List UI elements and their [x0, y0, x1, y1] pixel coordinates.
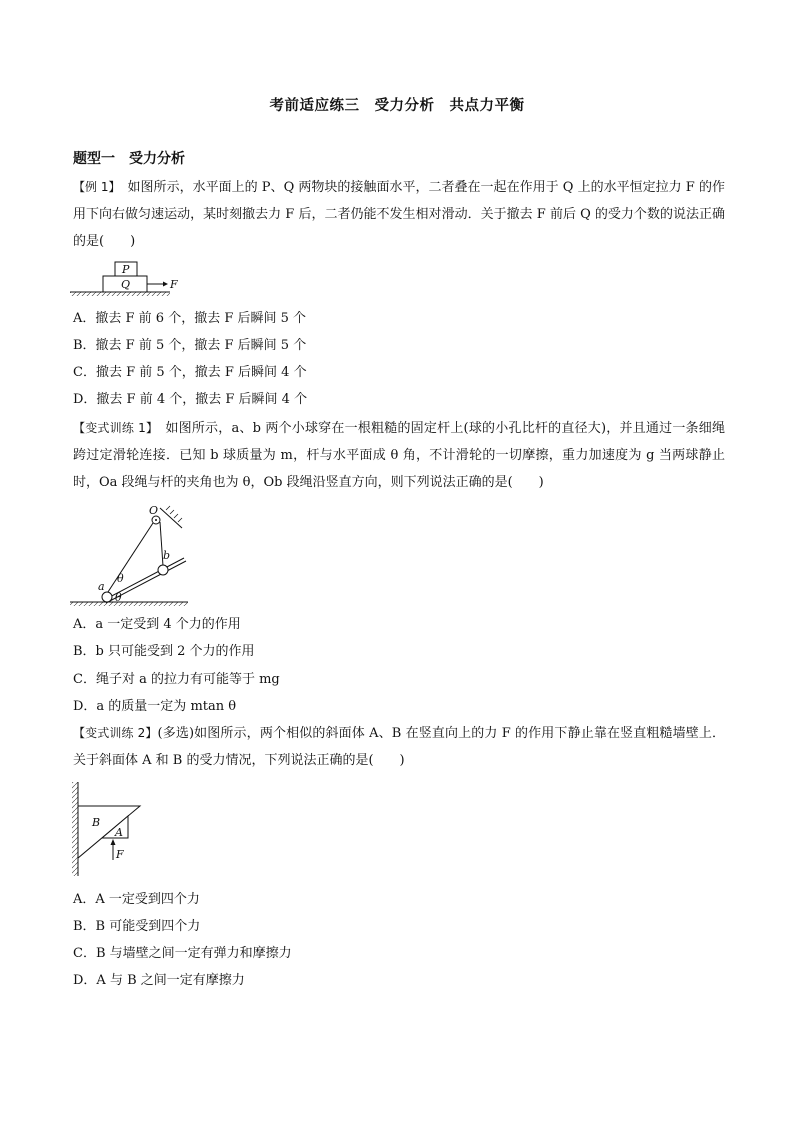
variant-2-option-d: D．A 与 B 之间一定有摩擦力 — [73, 973, 245, 988]
variant-2-option-b: B．B 可能受到四个力 — [73, 919, 201, 934]
label-f: F — [170, 278, 178, 291]
example-1-option-d: D．撤去 F 前 4 个，撤去 F 后瞬间 4 个 — [73, 392, 308, 407]
string-oa — [106, 523, 153, 595]
variant-1-option-d: D．a 的质量一定为 mtan θ — [73, 699, 237, 714]
label-f: F — [116, 848, 124, 861]
variant-1-option-c: C．绳子对 a 的拉力有可能等于 mg — [73, 672, 280, 687]
label-theta-1: θ — [117, 572, 124, 585]
example-1-option-c: C．撤去 F 前 5 个，撤去 F 后瞬间 4 个 — [73, 365, 307, 380]
label-a: a — [98, 580, 105, 593]
ground-hatch — [70, 602, 188, 606]
label-theta-2: θ — [115, 591, 122, 604]
wall-hatch — [72, 782, 78, 876]
label-a: A — [115, 826, 123, 839]
variant-2-option-a: A．A 一定受到四个力 — [73, 892, 200, 907]
example-1-option-a: A．撤去 F 前 6 个，撤去 F 后瞬间 5 个 — [73, 311, 307, 326]
figure-blocks-pq — [70, 258, 190, 298]
variant-2-stem — [73, 720, 725, 774]
variant-1-text: 如图所示，a、b 两个小球穿在一根粗糙的固定杆上(球的小孔比杆的直径大)，并且通过一条细绳跨过定滑轮连接．已知 b 球质量为 m，杆与水平面成 θ 角，不计滑轮的一切摩擦，重力加速度为 g 当两球静止时，Oa 段绳与杆的夹角也为 θ，Ob 段绳沿竖直方向，则下列说法正确的是( ) — [73, 421, 725, 490]
label-q: Q — [121, 278, 131, 291]
figure-wall-wedges — [70, 780, 150, 880]
label-b: B — [92, 816, 101, 829]
label-b: b — [163, 549, 171, 562]
variant-2-text: (多选)如图所示，两个相似的斜面体 A、B 在竖直向上的力 F 的作用下静止靠在竖直粗糙墙壁上．关于斜面体 A 和 B 的受力情况，下列说法正确的是( ) — [73, 726, 725, 768]
ceiling-line — [160, 508, 182, 528]
variant-1-stem — [73, 415, 725, 496]
example-1-option-b: B．撤去 F 前 5 个，撤去 F 后瞬间 5 个 — [73, 338, 307, 353]
variant-2-tag: 【变式训练 2】 — [73, 726, 158, 740]
label-o: O — [149, 504, 159, 517]
label-p: P — [122, 263, 130, 276]
variant-1-option-a: A．a 一定受到 4 个力的作用 — [73, 617, 241, 632]
example-1-tag: 【例 1】 — [73, 180, 115, 194]
section-heading: 题型一 受力分析 — [73, 151, 185, 167]
force-arrowhead — [111, 839, 116, 845]
ball-b — [158, 565, 168, 575]
page-title: 考前适应练三 受力分析 共点力平衡 — [269, 98, 525, 114]
variant-1-option-b: B．b 只可能受到 2 个力的作用 — [73, 644, 255, 659]
figure-rod-pulley — [70, 500, 200, 608]
ground-hatch — [70, 292, 170, 296]
variant-2-option-c: C．B 与墙壁之间一定有弹力和摩擦力 — [73, 946, 292, 961]
variant-1-tag: 【变式训练 1】 — [73, 421, 153, 435]
example-1-text: 如图所示，水平面上的 P、Q 两物块的接触面水平，二者叠在一起在作用于 Q 上的水平恒定拉力 F 的作用下向右做匀速运动，某时刻撤去力 F 后，二者仍能不发生相对滑动．关于撤去 F 前后 Q 的受力个数的说法正确的是( ) — [73, 180, 725, 249]
force-arrowhead — [163, 282, 168, 287]
example-1-stem — [73, 174, 725, 255]
ball-a — [102, 592, 112, 602]
